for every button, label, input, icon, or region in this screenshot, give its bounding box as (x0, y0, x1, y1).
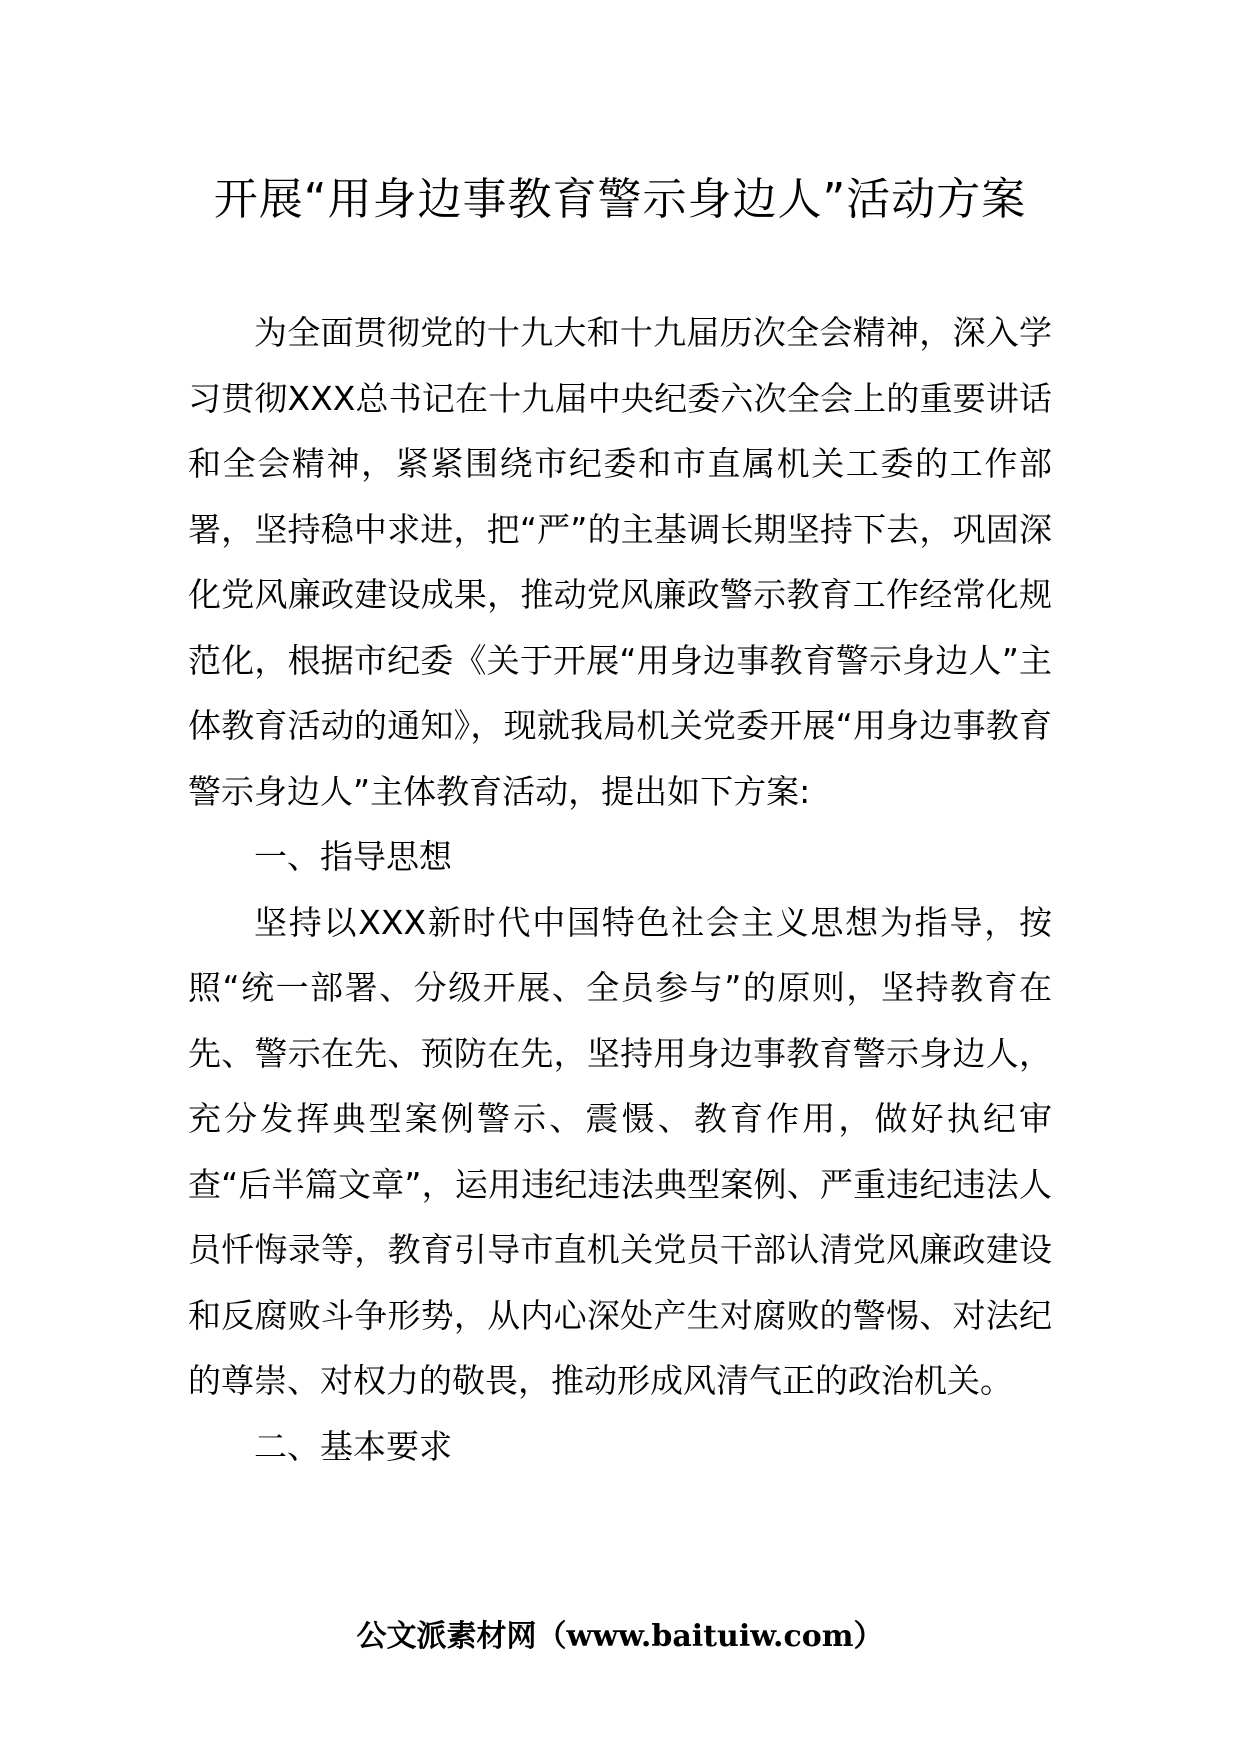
document-body (188, 300, 1052, 1479)
document-title: 开展“用身边事教育警示身边人”活动方案 (213, 174, 1027, 225)
guiding-thought-paragraph: 坚持以XXX新时代中国特色社会主义思想为指导，按照“统一部署、分级开展、全员参与”的原则，坚持教育在先、警示在先、预防在先，坚持用身边事教育警示身边人，充分发挥典型案例警示、震慑、教育作用，做好执纪审查“后半篇文章”，运用违纪违法典型案例、严重违纪违法人员忏悔录等，教育引导市直机关党员干部认清党风廉政建设和反腐败斗争形势，从内心深处产生对腐败的警惕、对法纪的尊崇、对权力的敬畏，推动形成风清气正的政治机关。 (188, 902, 1052, 1400)
footer-source: 公文派素材网（www.baituiw.com） (356, 1619, 884, 1654)
section-heading-guiding-thought: 一、指导思想 (254, 837, 452, 876)
section-heading-basic-requirements: 二、基本要求 (254, 1426, 452, 1466)
intro-paragraph: 为全面贯彻党的十九大和十九届历次全会精神，深入学习贯彻XXX总书记在十九届中央纪委六次全会上的重要讲话和全会精神，紧紧围绕市纪委和市直属机关工委的工作部署，坚持稳中求进，把“严”的主基调长期坚持下去，巩固深化党风廉政建设成果，推动党风廉政警示教育工作经常化规范化，根据市纪委《关于开展“用身边事教育警示身边人”主体教育活动的通知》，现就我局机关党委开展“用身边事教育警示身边人”主体教育活动，提出如下方案: (188, 313, 1052, 811)
